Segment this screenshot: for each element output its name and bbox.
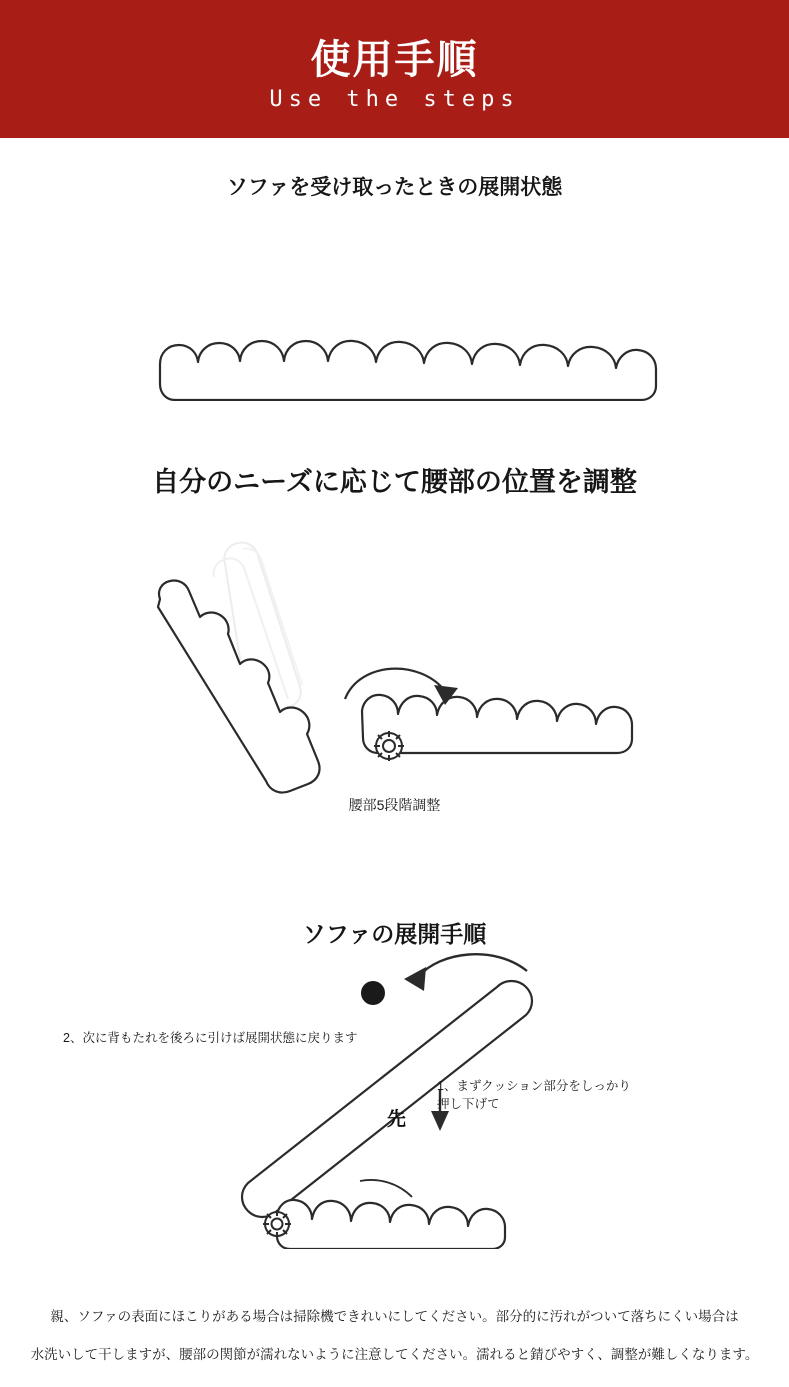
page-subtitle: Use the steps xyxy=(269,86,520,112)
hinge-gear-icon-2 xyxy=(263,1210,291,1238)
lumbar-caption: 腰部5段階調整 xyxy=(348,797,441,813)
lumbar-adjust-svg xyxy=(0,499,789,829)
care-line-1: 親、ソファの表面にほこりがある場合は掃除機できれいにしてください。部分的に汚れがついて落ちにくい場合は xyxy=(50,1308,739,1324)
diagram-folding-steps xyxy=(0,949,789,1249)
diagram-lumbar-adjust xyxy=(0,499,789,829)
care-instructions xyxy=(0,1307,789,1387)
section-lumbar-adjust xyxy=(0,438,789,888)
knob-dot xyxy=(361,981,385,1005)
page-title: 使用手順 xyxy=(310,37,479,82)
order-mark: 先 xyxy=(387,1109,407,1130)
page-header xyxy=(0,0,789,138)
diagram-flat-sofa xyxy=(0,201,789,401)
section-3-title: ソファの展開手順 xyxy=(302,921,487,947)
care-line-2: 水洗いして干しますが、腰部の関節が濡れないように注意してください。濡れると錆びやすく、調整が難しくなります。 xyxy=(30,1346,759,1362)
step-1-note-line1: 1、まずクッション部分をしっかり xyxy=(437,1079,631,1093)
folding-steps-svg xyxy=(0,949,789,1249)
section-1-title: ソファを受け取ったときの展開状態 xyxy=(226,176,563,199)
step-2-note: 2、次に背もたれを後ろに引けば展開状態に戻ります xyxy=(63,1031,358,1045)
step-1-note xyxy=(437,1077,631,1113)
section-unfolded-state xyxy=(0,138,789,438)
step-1-note-line2: 押し下げて xyxy=(437,1097,500,1112)
hinge-gear-icon xyxy=(374,731,404,761)
section-folding-steps xyxy=(0,888,789,1308)
flat-sofa-svg xyxy=(0,201,789,401)
section-2-title: 自分のニーズに応じて腰部の位置を調整 xyxy=(152,467,637,497)
